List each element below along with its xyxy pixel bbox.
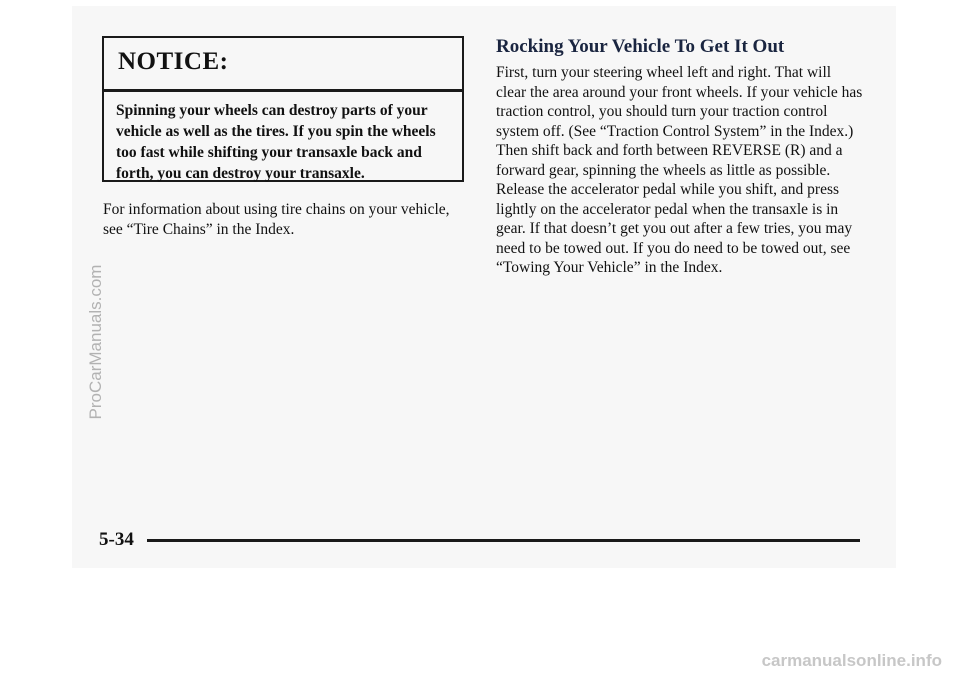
bottom-watermark: carmanualsonline.info bbox=[761, 651, 942, 670]
notice-body: Spinning your wheels can destroy parts of your vehicle as well as the tires. If you spin the wheels too fast while shifting your transaxle back and forth, you can destroy your transaxle. bbox=[116, 102, 436, 182]
side-watermark-text: ProCarManuals.com bbox=[86, 264, 105, 420]
section-heading: Rocking Your Vehicle To Get It Out bbox=[496, 36, 785, 57]
section-body: First, turn your steering wheel left and right. That will clear the area around your front wheels. If your vehicle has traction control, you should turn your traction control system off. (See “Traction Control System” in the Index.) Then shift back and forth between REVERSE (R) and a forward gear, spinning the wheels as little as possible. Release the accelerator pedal while you shift, and press lightly on the accelerator pedal when the transaxle is in gear. If that doesn’t get you out after a few tries, you may need to be towed out. If you do need to be towed out, see “Towing Your Vehicle” in the Index. bbox=[496, 64, 863, 276]
notice-divider bbox=[104, 89, 462, 92]
page-number: 5-34 bbox=[99, 529, 134, 550]
footer-rule bbox=[147, 539, 860, 542]
notice-box bbox=[102, 36, 464, 182]
notice-title: NOTICE: bbox=[118, 48, 229, 75]
tire-chains-paragraph: For information about using tire chains on your vehicle, see “Tire Chains” in the Index. bbox=[103, 201, 450, 238]
